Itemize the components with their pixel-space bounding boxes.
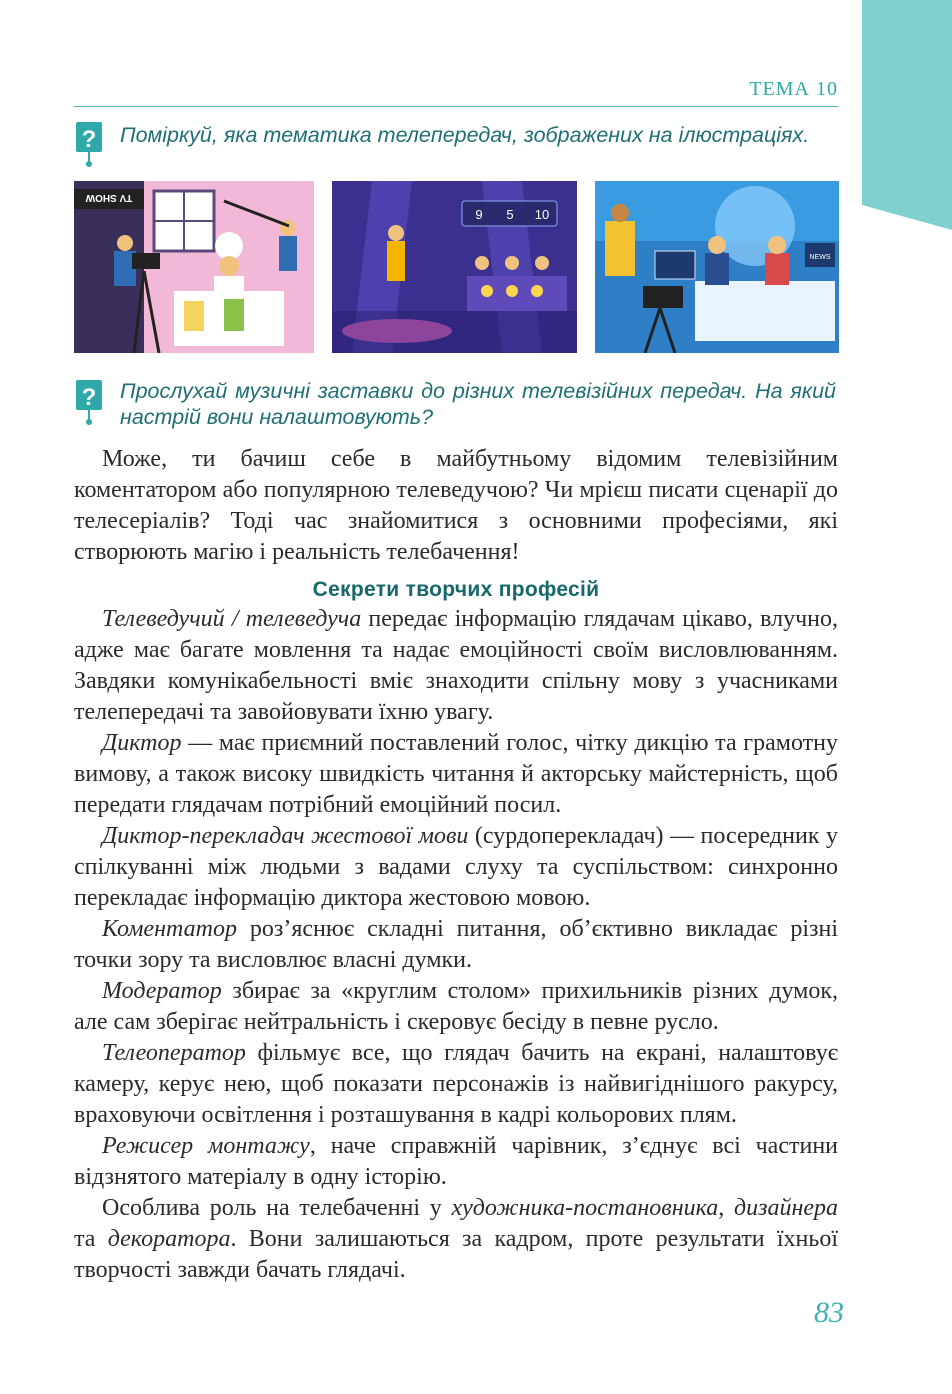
profession-description: — має приємний поставлений голос, чітку дикцію та грамотну вимову, а також високу швидкість читання й акторську майстерність, щоб передати глядачам потрібний емоційний посил. [74, 730, 838, 818]
section-title: Секрети творчих професій [312, 578, 600, 601]
intro-section [74, 444, 838, 568]
header-rule [74, 106, 838, 107]
svg-text:?: ? [81, 126, 97, 153]
profession-description: роз’яснює складні питання, об’єктивно викладає різні точки зору та висловлює власні думки. [74, 916, 838, 973]
profession-term: Модератор [102, 978, 222, 1004]
profession-paragraph [74, 604, 838, 728]
question-2-text: Прослухай музичні заставки до різних телевізійних передач. На який настрій вони налаштовують? [120, 379, 836, 429]
question-mark-icon [74, 120, 104, 170]
profession-term: дизайнера [733, 1195, 839, 1221]
page-number: 83 [814, 1296, 844, 1329]
closing-text: Особлива роль на телебаченні у [102, 1195, 452, 1221]
illustration-news-studio [595, 181, 839, 353]
profession-description: (сурдоперекладач) — посередник у спілкуванні між людьми з вадами слуху та суспільством: синхронно перекладає інформацію диктора жестовою мовою. [74, 823, 838, 911]
question-1-text: Поміркуй, яка тематика телепередач, зображених на ілюстраціях. [120, 123, 810, 147]
profession-paragraph [74, 728, 838, 821]
tv-show-sign: TV SHOW [85, 192, 133, 203]
illustration-quiz-show [332, 181, 577, 353]
news-screen-label: NEWS [809, 254, 831, 261]
score-1: 9 [475, 207, 483, 222]
profession-term: Телеоператор [102, 1040, 246, 1066]
profession-term: Телеведучий / телеведуча [102, 606, 362, 632]
question-mark-icon [74, 378, 104, 428]
profession-description: передає інформацію глядачам цікаво, влучно, адже має багате мовлення та надає емоційності своїм висловлюванням. Завдяки комунікабельності вміє знаходити спільну мову з учасниками телепередачі та завойовувати їхню увагу. [74, 606, 838, 725]
closing-text: та [74, 1226, 108, 1252]
score-3: 10 [534, 207, 550, 222]
profession-term: Коментатор [102, 916, 237, 942]
svg-text:?: ? [81, 384, 97, 411]
profession-description: , наче справжній чарівник, з’єднує всі частини відзнятого матеріалу в одну історію. [74, 1133, 839, 1190]
closing-paragraph [74, 1193, 838, 1286]
profession-description: збирає за «круглим столом» прихильників різних думок, але сам зберігає нейтральність і скеровує бесіду в певне русло. [74, 978, 838, 1035]
profession-paragraph [74, 821, 838, 914]
score-2: 5 [506, 207, 514, 222]
corner-tab [862, 0, 952, 230]
professions-list [74, 604, 838, 1286]
profession-paragraph [74, 1038, 838, 1131]
profession-description: фільмує все, що глядач бачить на екрані, налаштовує камеру, керує нею, щоб показати персонажів із найвигіднішого ракурсу, враховуючи освітлення і розташування в кадрі кольорових плям. [74, 1040, 838, 1128]
profession-term: Диктор-перекладач жестової мови [102, 823, 469, 849]
profession-paragraph [74, 976, 838, 1038]
profession-term: декоратора [107, 1226, 231, 1252]
illustration-cooking-show [74, 181, 314, 353]
closing-text: , [718, 1195, 734, 1221]
profession-paragraph [74, 914, 838, 976]
profession-term: Режисер монтажу [102, 1133, 310, 1159]
profession-term: художника-постановника [451, 1195, 719, 1221]
topic-label: ТЕМА 10 [749, 78, 838, 100]
intro-paragraph: Може, ти бачиш себе в майбутньому відомим телевізійним коментатором або популярною телеведучою? Чи мрієш писати сценарії до телесеріалів? Тоді час знайомитися з основними професіями, які створюють магію і реальність телебачення! [74, 446, 838, 565]
profession-term: Диктор [102, 730, 182, 756]
closing-text: . Вони залишаються за кадром, проте результати їхньої творчості завжди бачать глядачі. [74, 1226, 838, 1283]
profession-paragraph [74, 1131, 838, 1193]
